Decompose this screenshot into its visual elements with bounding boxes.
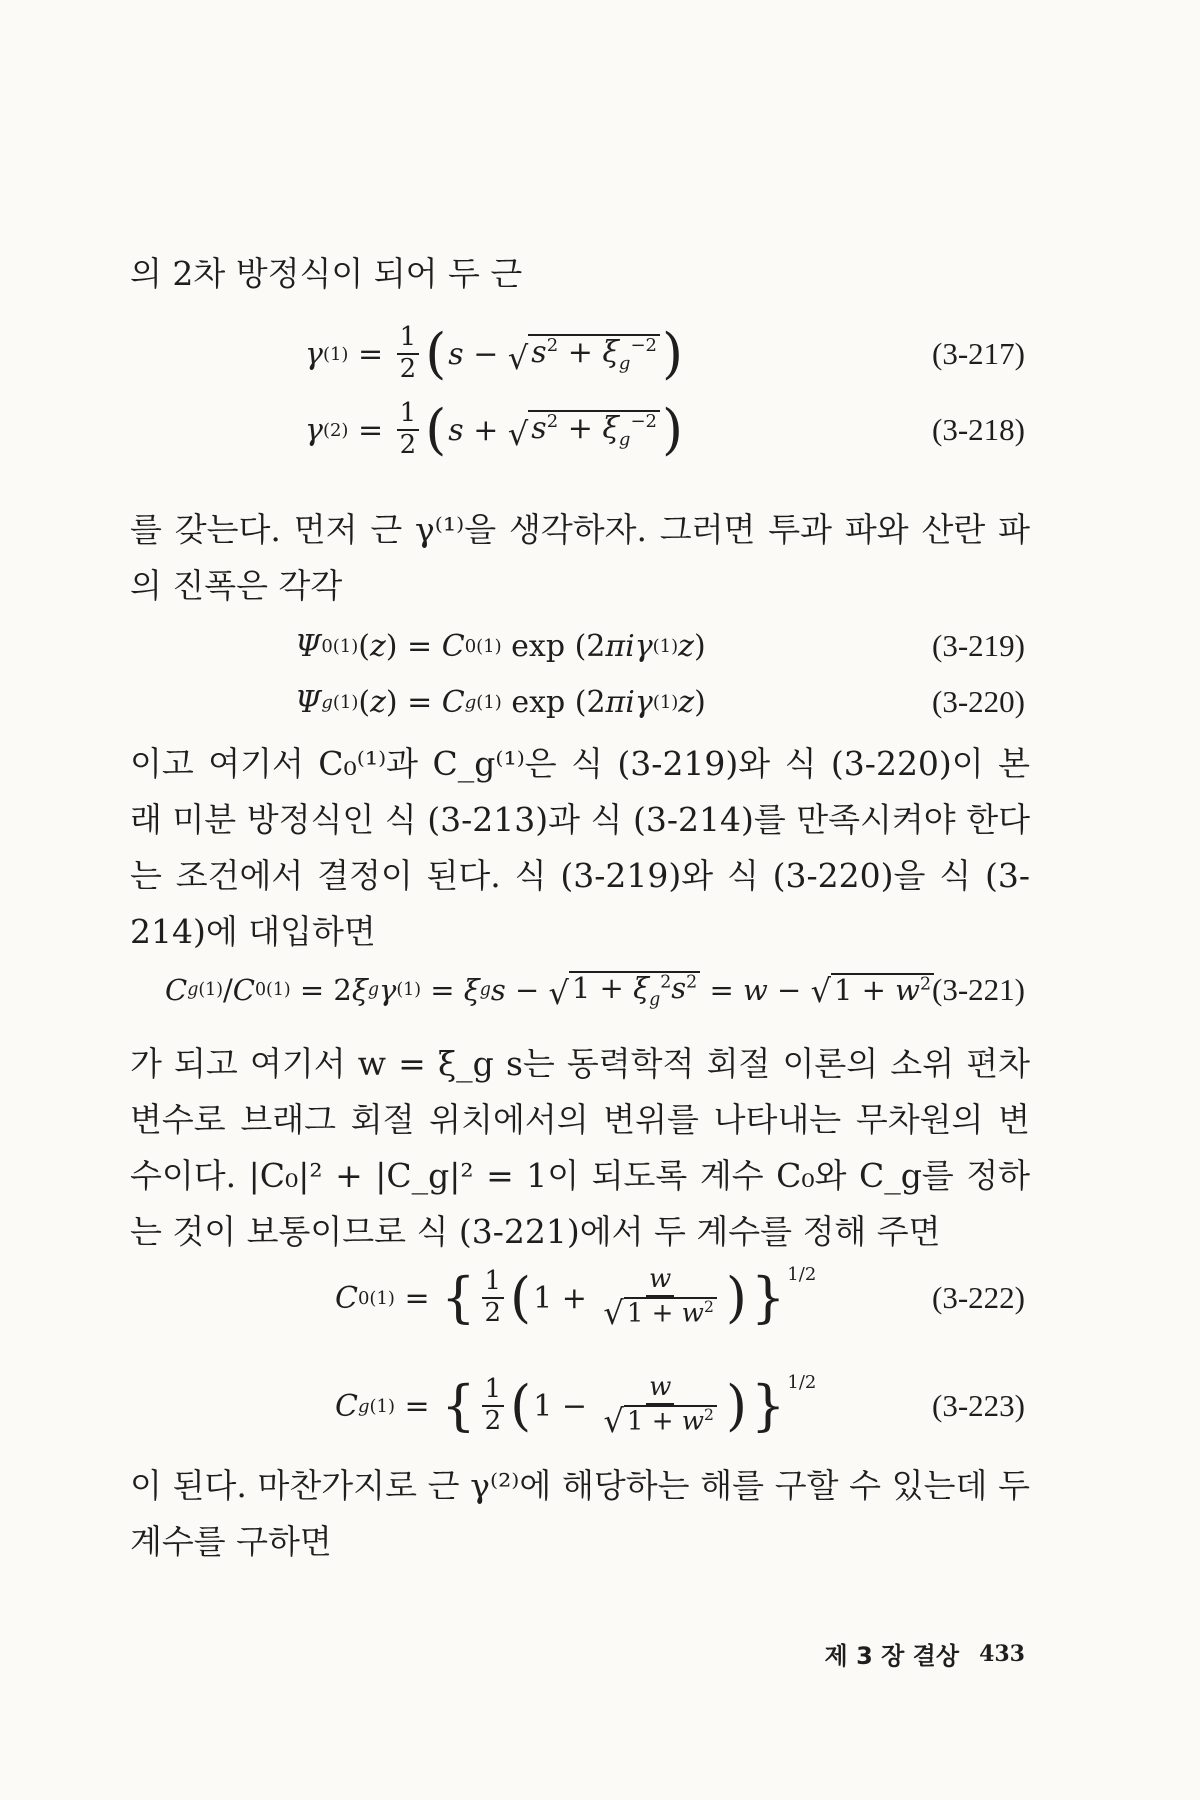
page-footer (765, 1636, 1025, 1671)
equation-3-222 (130, 1250, 1025, 1346)
equation-3-223 (130, 1358, 1025, 1454)
paragraph-5: 이 된다. 마찬가지로 근 γ⁽²⁾에 해당하는 해를 구할 수 있는데 두 계수를 구하면 (130, 1466, 1030, 1561)
equation-3-221 (130, 952, 1025, 1028)
equation-3-218 (130, 392, 1025, 468)
equation-3-217-formula: γ (1) = $\frac{1}{2}$ ( s − √ $s^2 + \xi_g^{-2}$ ) (305, 322, 684, 385)
equation-3-217 (130, 316, 1025, 392)
equation-number: (3-222) (932, 1280, 1025, 1315)
equation-3-220 (130, 674, 1025, 730)
equation-3-220-formula: Ψ g (1) ( z ) = C g (1) exp (2 π i γ (1) z ) (295, 684, 706, 720)
equation-number: (3-223) (932, 1388, 1025, 1423)
chapter-title: 제 3 장 결상 (824, 1642, 960, 1670)
equation-group-1 (130, 316, 1025, 468)
equation-number: (3-217) (932, 336, 1025, 371)
paragraph-1: 의 2차 방정식이 되어 두 근 (130, 254, 523, 293)
equation-3-223-formula: C g (1) = { $\frac{1}{2}$ ( 1 − w √ $1 + w^2$ ) } $^{1/2}$ (335, 1371, 817, 1440)
equation-3-219-formula: Ψ 0 (1) ( z ) = C 0 (1) exp (2 π i γ (1) z ) (295, 628, 706, 664)
page-number: 433 (979, 1640, 1025, 1667)
equation-3-219 (130, 618, 1025, 674)
equation-number: (3-221) (932, 972, 1025, 1007)
equation-3-222-formula: C 0 (1) = { $\frac{1}{2}$ ( 1 + w √ $1 + w^2$ ) } $^{1/2}$ (335, 1263, 817, 1332)
equation-group-4 (130, 1250, 1025, 1454)
equation-number: (3-220) (932, 684, 1025, 719)
paragraph-2: 를 갖는다. 먼저 근 γ⁽¹⁾을 생각하자. 그러면 투과 파와 산란 파의 진폭은 각각 (130, 510, 1030, 605)
equation-3-218-formula: γ (2) = $\frac{1}{2}$ ( s + √ $s^2 + \xi_g^{-2}$ ) (305, 398, 684, 461)
equation-number: (3-218) (932, 412, 1025, 447)
equation-group-2 (130, 618, 1025, 730)
paragraph-4: 가 되고 여기서 w = ξ_g s는 동력학적 회절 이론의 소위 편차 변수로 브래그 회절 위치에서의 변위를 나타내는 무차원의 변수이다. |C₀|² + |C_g|² = 1이 되도록 계수 C₀와 C_g를 정하는 것이 보통이므로 식 (3-221)에서 두 계수를 정해 주면 (130, 1044, 1030, 1251)
equation-number: (3-219) (932, 628, 1025, 663)
equation-group-3 (130, 952, 1025, 1028)
paragraph-3: 이고 여기서 C₀⁽¹⁾과 C_g⁽¹⁾은 식 (3-219)와 식 (3-220)이 본래 미분 방정식인 식 (3-213)과 식 (3-214)를 만족시켜야 한다는 조건에서 결정이 된다. 식 (3-219)와 식 (3-220)을 식 (3-214)에 대입하면 (130, 744, 1030, 951)
equation-3-221-formula: C g (1) / C 0 (1) = 2 ξ g γ (1) = ξ g s − √ $1 + \xi_g^2s^2$ = w − √ $1 + w^2$ (165, 952, 934, 1028)
